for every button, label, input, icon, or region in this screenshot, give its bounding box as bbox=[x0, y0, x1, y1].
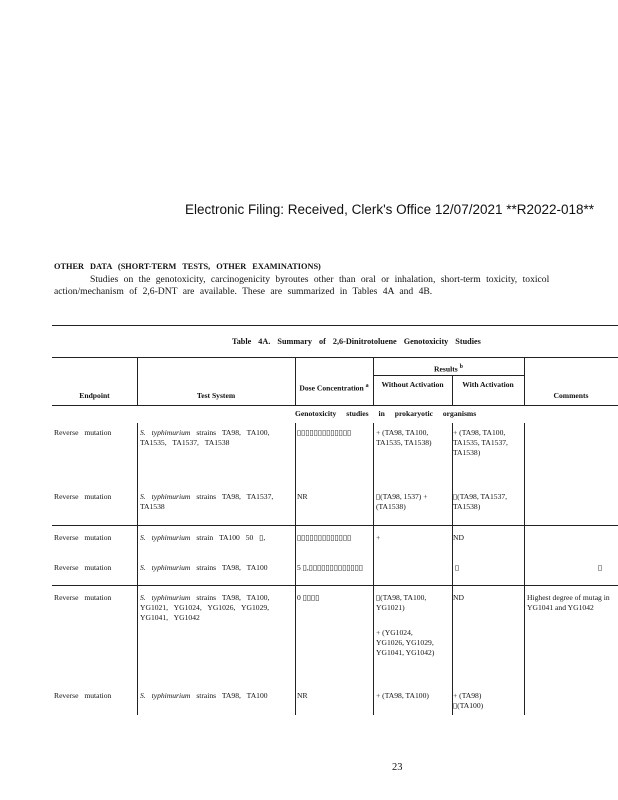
row3-without: + bbox=[376, 533, 381, 542]
table-rule bbox=[524, 585, 525, 715]
row1-dose: ▯▯▯▯▯▯▯▯▯▯▯▯▯ bbox=[297, 428, 352, 437]
row4-strains: strains TA98, TA100 bbox=[196, 563, 268, 572]
row1-without: + (TA98, TA100, TA1535, TA1538) bbox=[376, 428, 432, 447]
row5-without-extra: + (YG1024, YG1026, YG1029, YG1041, YG1042) bbox=[376, 628, 435, 657]
row5-without: ▯(TA98, TA100, YG1021) bbox=[376, 593, 427, 612]
row3-endpoint: Reverse mutation bbox=[54, 533, 112, 542]
row1-species: S. typhimurium bbox=[140, 428, 191, 437]
row6-strains: strains TA98, TA100 bbox=[196, 691, 268, 700]
table-rule bbox=[137, 423, 138, 525]
row4-comments: ▯ bbox=[598, 563, 603, 572]
row6-species: S. typhimurium bbox=[140, 691, 191, 700]
row1-endpoint: Reverse mutation bbox=[54, 428, 112, 437]
header-results-footnote: b bbox=[459, 364, 463, 370]
row1-with: + (TA98, TA100, TA1535, TA1537, TA1538) bbox=[453, 428, 508, 457]
section-heading: OTHER DATA (SHORT-TERM TESTS, OTHER EXAMINATIONS) bbox=[54, 262, 321, 271]
paragraph-line-1: Studies on the genotoxicity, carcinogenicity byroutes other than oral or inhalation, short-term toxicity, toxicol bbox=[90, 274, 550, 285]
header-results bbox=[373, 362, 524, 375]
header-dose bbox=[295, 381, 373, 394]
row6-without: + (TA98, TA100) bbox=[376, 691, 429, 700]
row4-species: S. typhimurium bbox=[140, 563, 191, 572]
table-subheading: Genotoxicity studies in prokaryotic organisms bbox=[295, 409, 477, 418]
table-rule bbox=[524, 423, 525, 525]
row2-without: ▯(TA98, 1537) + (TA1538) bbox=[376, 492, 428, 511]
table-rule bbox=[295, 423, 296, 525]
header-test-system: Test System bbox=[196, 391, 236, 400]
table-rule bbox=[524, 525, 525, 585]
row2-species: S. typhimurium bbox=[140, 492, 191, 501]
table-rule bbox=[137, 525, 138, 585]
row4-test-system bbox=[140, 563, 290, 573]
table-rule bbox=[137, 585, 138, 715]
row5-dose: 0 ▯▯▯▯ bbox=[297, 593, 320, 602]
row4-dose: 5 ▯,▯▯▯▯▯▯▯▯▯▯▯▯▯ bbox=[297, 563, 364, 572]
table-top-rule bbox=[52, 325, 618, 326]
row3-species: S. typhimurium bbox=[140, 533, 191, 542]
row3-strains: strain TA100 50 ▯, bbox=[196, 533, 266, 542]
row3-with: ND bbox=[453, 533, 464, 542]
row3-dose: ▯▯▯▯▯▯▯▯▯▯▯▯▯ bbox=[297, 533, 352, 542]
row5-endpoint: Reverse mutation bbox=[54, 593, 112, 602]
header-with-activation: With Activation bbox=[462, 380, 514, 389]
row5-strains: strains TA98, TA100, YG1021, YG1024, YG1026, YG1029, YG1041, YG1042 bbox=[140, 593, 270, 622]
header-dose-label: Dose Concentration bbox=[299, 383, 364, 393]
table-rule bbox=[373, 585, 374, 715]
row2-dose: NR bbox=[297, 492, 308, 501]
header-comments: Comments bbox=[553, 391, 589, 400]
intro-paragraph bbox=[54, 274, 618, 298]
row3-test-system bbox=[140, 533, 300, 543]
paragraph-line-2: action/mechanism of 2,6-DNT are available. These are summarized in Tables 4A and 4B. bbox=[54, 286, 433, 297]
header-dose-footnote: a bbox=[365, 383, 369, 389]
table-title: Table 4A. Summary of 2,6-Dinitrotoluene Genotoxicity Studies bbox=[232, 337, 481, 346]
table-rule bbox=[52, 405, 618, 406]
header-results-label: Results bbox=[434, 364, 458, 374]
row6-endpoint: Reverse mutation bbox=[54, 691, 112, 700]
table-rule bbox=[373, 375, 524, 376]
row6-with: + (TA98) ▯(TA100) bbox=[453, 691, 484, 710]
row1-strains: strains TA98, TA100, TA1535, TA1537, TA1538 bbox=[140, 428, 270, 447]
row5-with: ND bbox=[453, 593, 464, 602]
row6-test-system bbox=[140, 691, 290, 701]
row5-test-system bbox=[140, 593, 292, 623]
row4-without: ▯ bbox=[455, 563, 460, 572]
table-rule bbox=[373, 423, 374, 525]
filing-stamp: Electronic Filing: Received, Clerk's Office 12/07/2021 **R2022-018** bbox=[185, 202, 595, 217]
table-rule bbox=[295, 585, 296, 715]
row6-dose: NR bbox=[297, 691, 308, 700]
row4-endpoint: Reverse mutation bbox=[54, 563, 112, 572]
header-endpoint: Endpoint bbox=[79, 391, 110, 400]
row5-comments: Highest degree of mutag in YG1041 and YG1042 bbox=[527, 593, 610, 612]
row2-with: ▯(TA98, TA1537, TA1538) bbox=[453, 492, 508, 511]
table-rule bbox=[373, 525, 374, 585]
row1-test-system bbox=[140, 428, 290, 448]
row2-strains: strains TA98, TA1537, TA1538 bbox=[140, 492, 274, 511]
row5-species: S. typhimurium bbox=[140, 593, 191, 602]
page-number: 23 bbox=[392, 762, 403, 773]
row2-endpoint: Reverse mutation bbox=[54, 492, 112, 501]
row2-test-system bbox=[140, 492, 290, 512]
header-without-activation: Without Activation bbox=[381, 380, 444, 389]
